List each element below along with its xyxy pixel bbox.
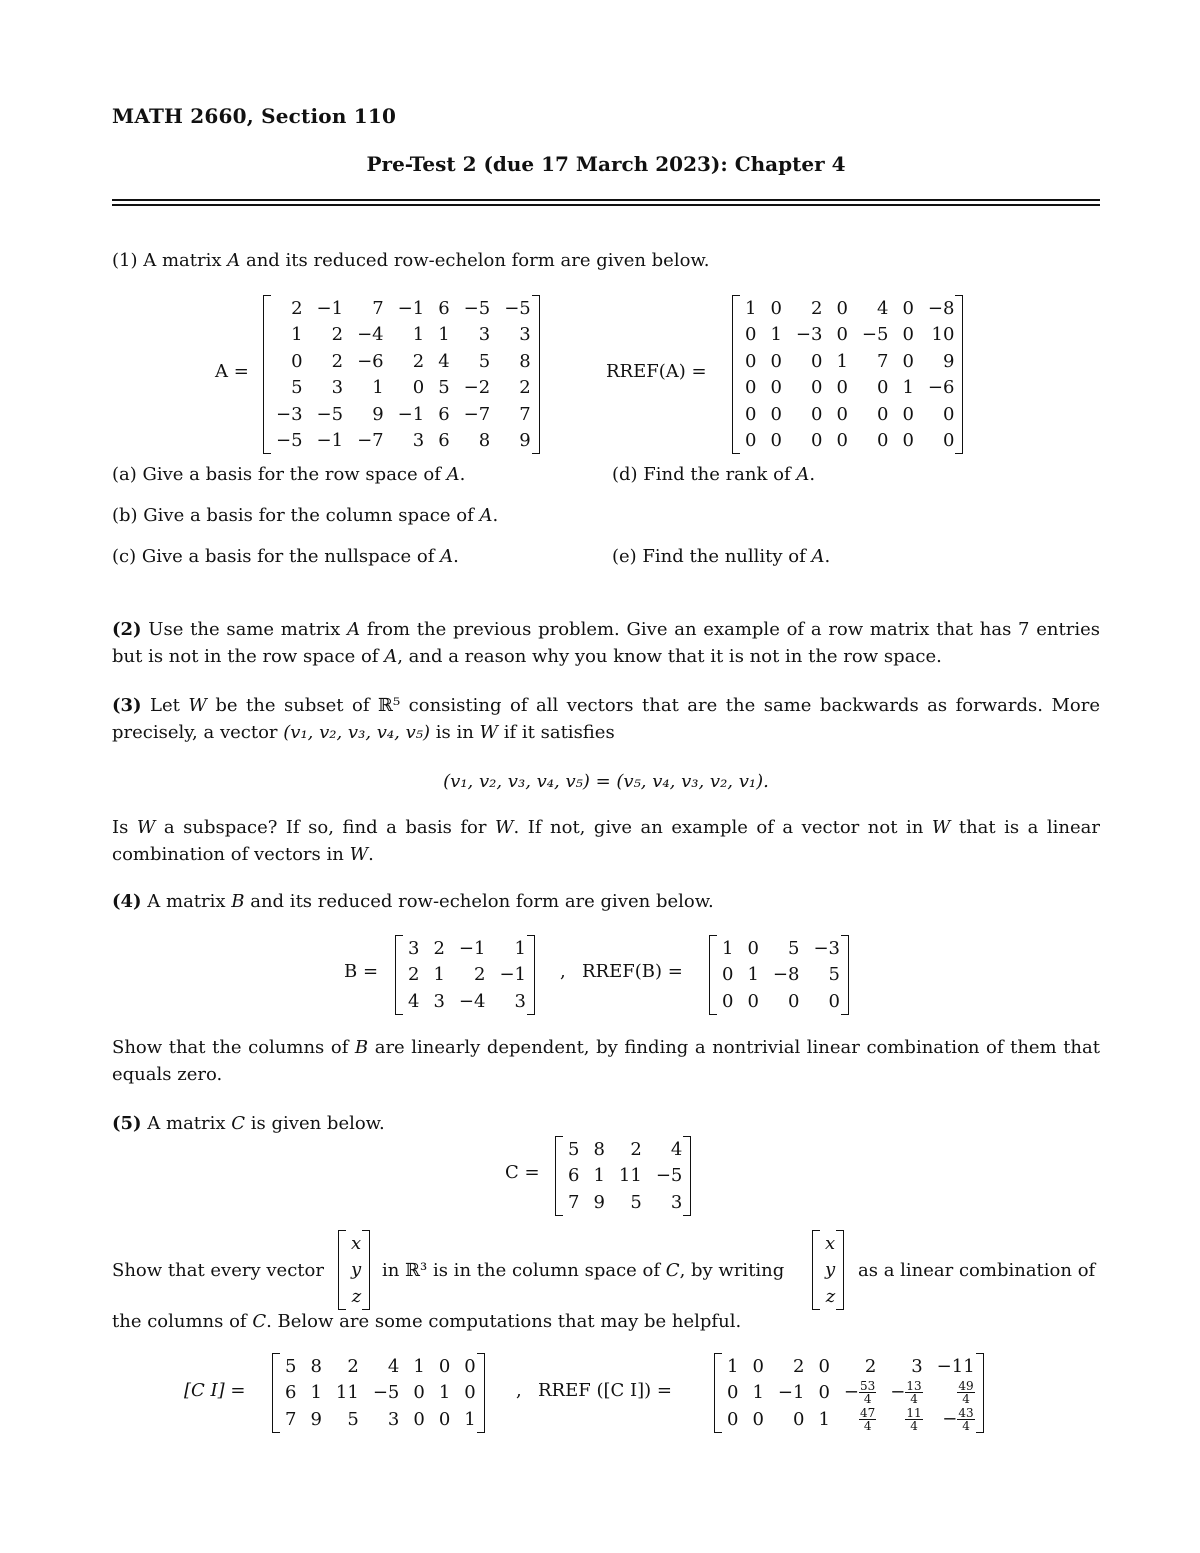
matrix-entry: −7 bbox=[357, 430, 384, 452]
matrix-entry: 7 bbox=[519, 403, 531, 425]
matrix-entry: −8 bbox=[772, 964, 800, 986]
matrix-entry: 0 bbox=[412, 377, 425, 399]
matrix-entry: −8 bbox=[927, 297, 955, 319]
matrix-entry: 0 bbox=[836, 430, 848, 452]
matrix-row bbox=[272, 375, 531, 402]
matrix-entry: 9 bbox=[593, 1191, 605, 1213]
matrix-entry: 4 bbox=[670, 1138, 683, 1160]
matrix-entry: −1 bbox=[499, 964, 526, 986]
matrix-entry: 0 bbox=[722, 964, 734, 986]
matrix-entry: 0 bbox=[770, 430, 782, 452]
rref-A-matrix bbox=[732, 295, 963, 454]
CI-label: [C I] = bbox=[184, 1380, 246, 1401]
matrix-entry: 6 bbox=[438, 430, 450, 452]
matrix-entry: 9 bbox=[372, 403, 384, 425]
matrix-entry: 2 bbox=[793, 1355, 805, 1377]
matrix-entry: 0 bbox=[877, 430, 889, 452]
matrix-entry: 1 bbox=[438, 324, 450, 346]
matrix-row bbox=[272, 428, 531, 455]
matrix-entry: 4 bbox=[877, 297, 889, 319]
matrix-entry: 3 bbox=[911, 1355, 923, 1377]
matrix-row bbox=[281, 1406, 476, 1433]
matrix-row bbox=[741, 348, 954, 375]
matrix-C bbox=[555, 1136, 691, 1216]
matrix-entry: 0 bbox=[745, 324, 757, 346]
matrix-entry: 0 bbox=[413, 1382, 425, 1404]
matrix-entry: 5 bbox=[828, 964, 840, 986]
matrix-entry: 3 bbox=[670, 1191, 683, 1213]
matrix-entry: −6 bbox=[357, 350, 384, 372]
matrix-entry: 0 bbox=[811, 377, 823, 399]
matrix-entry: −5 bbox=[372, 1382, 400, 1404]
matrix-entry: 0 bbox=[836, 324, 848, 346]
matrix-entry: 5 bbox=[568, 1138, 580, 1160]
matrix-row bbox=[741, 428, 954, 455]
matrix-entry: 0 bbox=[877, 377, 889, 399]
rref-B-matrix bbox=[709, 935, 849, 1015]
rref-A-label: RREF(A) = bbox=[606, 361, 707, 382]
matrix-entry: 1 bbox=[310, 1382, 322, 1404]
matrix-entry: z bbox=[825, 1285, 836, 1307]
matrix-entry: 0 bbox=[464, 1355, 476, 1377]
matrix-row bbox=[723, 1406, 975, 1433]
matrix-entry: 0 bbox=[291, 350, 303, 372]
matrix-entry: 2 bbox=[811, 297, 823, 319]
problem-number: (1) bbox=[112, 250, 138, 271]
matrix-entry: 0 bbox=[902, 324, 914, 346]
matrix-entry: −1 bbox=[316, 430, 344, 452]
matrix-entry: 11 bbox=[335, 1382, 359, 1404]
problem-1a: (a) Give a basis for the row space of A. bbox=[112, 464, 466, 485]
matrix-entry: 6 bbox=[285, 1382, 297, 1404]
matrix-entry: 3 bbox=[519, 324, 531, 346]
matrix-entry: − $\frac{13}{4}$ bbox=[890, 1379, 922, 1407]
matrix-entry: −4 bbox=[357, 324, 384, 346]
matrix-entry: 8 bbox=[478, 430, 491, 452]
matrix-row bbox=[723, 1380, 975, 1407]
matrix-B-label: B = bbox=[344, 961, 379, 982]
matrix-entry: 1 bbox=[433, 964, 445, 986]
matrix-row bbox=[272, 348, 531, 375]
problem-1c: (c) Give a basis for the nullspace of A. bbox=[112, 546, 459, 567]
matrix-entry: 0 bbox=[818, 1382, 830, 1404]
matrix-entry: 5 bbox=[291, 377, 303, 399]
matrix-entry: 10 bbox=[931, 324, 955, 346]
matrix-entry: 5 bbox=[630, 1191, 642, 1213]
matrix-entry: 9 bbox=[310, 1408, 322, 1430]
matrix-entry: 7 bbox=[877, 350, 889, 372]
matrix-entry: 1 bbox=[514, 937, 526, 959]
matrix-row bbox=[821, 1257, 835, 1284]
matrix-entry: −3 bbox=[795, 324, 823, 346]
matrix-row bbox=[272, 401, 531, 428]
matrix-entry: 0 bbox=[438, 1355, 451, 1377]
matrix-row bbox=[821, 1283, 835, 1310]
matrix-entry: 5 bbox=[478, 350, 491, 372]
matrix-entry: 3 bbox=[478, 324, 491, 346]
matrix-entry: 0 bbox=[902, 297, 914, 319]
matrix-entry: 2 bbox=[291, 297, 303, 319]
matrix-entry: 0 bbox=[943, 430, 955, 452]
rref-CI-matrix bbox=[714, 1353, 984, 1433]
matrix-entry: −5 bbox=[655, 1165, 683, 1187]
matrix-entry: 5 bbox=[438, 377, 450, 399]
matrix-entry: 1 bbox=[372, 377, 384, 399]
matrix-entry: 0 bbox=[770, 297, 782, 319]
matrix-entry: 0 bbox=[811, 350, 823, 372]
matrix-entry: 4 bbox=[387, 1355, 400, 1377]
matrix-row bbox=[281, 1380, 476, 1407]
course-header: MATH 2660, Section 110 bbox=[112, 104, 397, 128]
matrix-entry: 1 bbox=[593, 1165, 605, 1187]
matrix-entry: 5 bbox=[285, 1355, 297, 1377]
matrix-entry: 8 bbox=[519, 350, 531, 372]
matrix-entry: 3 bbox=[331, 377, 344, 399]
matrix-entry: 0 bbox=[413, 1408, 425, 1430]
matrix-row bbox=[347, 1283, 361, 1310]
matrix-row bbox=[741, 295, 954, 322]
matrix-entry: 5 bbox=[788, 937, 800, 959]
matrix-entry: 2 bbox=[347, 1355, 359, 1377]
matrix-entry: −1 bbox=[458, 937, 486, 959]
matrix-entry: 0 bbox=[727, 1382, 739, 1404]
xyz-vector-2 bbox=[812, 1230, 844, 1310]
matrix-entry: 0 bbox=[745, 350, 757, 372]
matrix-entry: 7 bbox=[568, 1191, 580, 1213]
matrix-entry: −4 bbox=[458, 990, 486, 1012]
matrix-row bbox=[347, 1230, 361, 1257]
matrix-row bbox=[404, 935, 526, 962]
matrix-entry: 6 bbox=[568, 1165, 580, 1187]
matrix-entry: 2 bbox=[474, 964, 486, 986]
matrix-entry: 0 bbox=[902, 430, 914, 452]
matrix-entry: 1 bbox=[836, 350, 848, 372]
matrix-entry: 7 bbox=[372, 297, 384, 319]
matrix-entry: 7 bbox=[285, 1408, 297, 1430]
matrix-entry: 6 bbox=[438, 297, 450, 319]
matrix-B bbox=[395, 935, 535, 1015]
problem-number: (2) bbox=[112, 619, 142, 640]
problem-4-text: Show that the columns of B are linearly dependent, by finding a nontrivial linear combination of them that equals zero. bbox=[112, 1037, 1100, 1085]
matrix-row bbox=[718, 988, 840, 1015]
matrix-entry: −1 bbox=[397, 403, 425, 425]
matrix-entry: 1 bbox=[818, 1408, 830, 1430]
matrix-A bbox=[263, 295, 540, 454]
matrix-CI bbox=[272, 1353, 485, 1433]
matrix-entry: z bbox=[351, 1285, 362, 1307]
matrix-row bbox=[281, 1353, 476, 1380]
matrix-row bbox=[741, 322, 954, 349]
matrix-entry: 2 bbox=[519, 377, 531, 399]
matrix-entry: 2 bbox=[630, 1138, 642, 1160]
matrix-entry: − $\frac{53}{4}$ bbox=[843, 1379, 876, 1407]
matrix-entry: x bbox=[825, 1232, 836, 1254]
problem-4-intro: (4) A matrix B and its reduced row-echelon form are given below. bbox=[112, 891, 714, 912]
matrix-entry: 2 bbox=[864, 1355, 877, 1377]
matrix-entry: −3 bbox=[276, 403, 303, 425]
matrix-entry: 5 bbox=[347, 1408, 359, 1430]
problem-1e: (e) Find the nullity of A. bbox=[612, 546, 831, 567]
matrix-entry: −5 bbox=[463, 297, 491, 319]
matrix-row bbox=[404, 988, 526, 1015]
matrix-entry: 1 bbox=[413, 1355, 425, 1377]
matrix-entry: −3 bbox=[813, 937, 840, 959]
matrix-entry: 4 bbox=[438, 350, 450, 372]
matrix-entry: 0 bbox=[752, 1355, 764, 1377]
matrix-entry: 1 bbox=[722, 937, 734, 959]
problem-2: (2) Use the same matrix A from the previous problem. Give an example of a row matrix that has 7 entries but is not in the row space of A, and a reason why you know that it is not in the row space. bbox=[112, 619, 1100, 667]
matrix-entry: 3 bbox=[387, 1408, 400, 1430]
matrix-entry: 0 bbox=[811, 430, 823, 452]
problem-1d: (d) Find the rank of A. bbox=[612, 464, 816, 485]
problem-3-question: Is W a subspace? If so, find a basis for W. If not, give an example of a vector not in W that is a linear combination of vectors in W. bbox=[112, 817, 1100, 865]
problem-number: (3) bbox=[112, 695, 142, 716]
matrix-row bbox=[821, 1230, 835, 1257]
xyz-vector-1 bbox=[338, 1230, 370, 1310]
problem-number: (5) bbox=[112, 1113, 142, 1134]
matrix-entry: 1 bbox=[902, 377, 914, 399]
matrix-entry: 0 bbox=[877, 403, 889, 425]
matrix-entry: −5 bbox=[861, 324, 889, 346]
matrix-entry: −5 bbox=[276, 430, 303, 452]
rref-B-label: RREF(B) = bbox=[582, 961, 683, 982]
matrix-row bbox=[347, 1257, 361, 1284]
matrix-entry: 0 bbox=[752, 1408, 764, 1430]
matrix-entry: 0 bbox=[438, 1408, 451, 1430]
problem-3-equation: (v₁, v₂, v₃, v₄, v₅) = (v₅, v₄, v₃, v₂, v₁). bbox=[443, 771, 769, 792]
matrix-entry: $\frac{49}{4}$ bbox=[958, 1379, 974, 1407]
problem-5-line2: the columns of C. Below are some computations that may be helpful. bbox=[112, 1311, 742, 1332]
matrix-entry: −1 bbox=[777, 1382, 805, 1404]
matrix-A-label: A = bbox=[215, 361, 249, 382]
matrix-entry: −1 bbox=[397, 297, 425, 319]
matrix-entry: −1 bbox=[316, 297, 344, 319]
matrix-entry: 8 bbox=[310, 1355, 322, 1377]
matrix-entry: 0 bbox=[464, 1382, 476, 1404]
matrix-entry: 1 bbox=[747, 964, 759, 986]
matrix-entry: $\frac{11}{4}$ bbox=[906, 1405, 922, 1433]
matrix-entry: 0 bbox=[793, 1408, 805, 1430]
matrix-entry: 0 bbox=[747, 937, 759, 959]
rref-CI-label: RREF ([C I]) = bbox=[538, 1380, 672, 1401]
title-rule-top bbox=[112, 199, 1100, 201]
matrix-row bbox=[272, 322, 531, 349]
matrix-entry: 1 bbox=[412, 324, 425, 346]
matrix-entry: 0 bbox=[770, 377, 782, 399]
matrix-entry: 0 bbox=[902, 350, 914, 372]
matrix-entry: −5 bbox=[504, 297, 531, 319]
matrix-entry: 3 bbox=[412, 430, 425, 452]
matrix-entry: 1 bbox=[464, 1408, 476, 1430]
matrix-row bbox=[564, 1163, 682, 1190]
matrix-entry: x bbox=[351, 1232, 362, 1254]
problem-3-text: (3) Let W be the subset of ℝ⁵ consisting of all vectors that are the same backwards as forwards. More precisely, a vector (v₁, v₂, v₃, v₄, v₅) is in W if it satisfies bbox=[112, 695, 1100, 743]
matrix-entry: 0 bbox=[811, 403, 823, 425]
matrix-entry: 9 bbox=[943, 350, 955, 372]
matrix-entry: 0 bbox=[943, 403, 955, 425]
matrix-entry: 0 bbox=[745, 430, 757, 452]
title-rule-bottom bbox=[112, 204, 1100, 206]
matrix-entry: −2 bbox=[463, 377, 491, 399]
matrix-entry: 1 bbox=[438, 1382, 451, 1404]
matrix-entry: 0 bbox=[745, 377, 757, 399]
matrix-entry: 6 bbox=[438, 403, 450, 425]
matrix-row bbox=[718, 935, 840, 962]
matrix-entry: 0 bbox=[770, 403, 782, 425]
problem-5-intro: (5) A matrix C is given below. bbox=[112, 1113, 385, 1134]
matrix-entry: 0 bbox=[745, 403, 757, 425]
matrix-entry: 9 bbox=[519, 430, 531, 452]
matrix-entry: 11 bbox=[618, 1165, 642, 1187]
matrix-row bbox=[564, 1189, 682, 1216]
matrix-entry: 1 bbox=[727, 1355, 739, 1377]
matrix-entry: 0 bbox=[788, 990, 800, 1012]
matrix-entry: −5 bbox=[316, 403, 344, 425]
matrix-entry: 1 bbox=[745, 297, 757, 319]
problem-1-intro: (1) A matrix A and its reduced row-echelon form are given below. bbox=[112, 250, 710, 271]
matrix-entry: 2 bbox=[331, 350, 344, 372]
matrix-entry: 8 bbox=[593, 1138, 605, 1160]
matrix-entry: 0 bbox=[818, 1355, 830, 1377]
matrix-row bbox=[272, 295, 531, 322]
matrix-row bbox=[718, 962, 840, 989]
matrix-entry: 2 bbox=[412, 350, 425, 372]
matrix-entry: 1 bbox=[291, 324, 303, 346]
matrix-entry: 0 bbox=[836, 297, 848, 319]
matrix-row bbox=[741, 375, 954, 402]
matrix-row bbox=[741, 401, 954, 428]
matrix-entry: −6 bbox=[927, 377, 955, 399]
problem-1b: (b) Give a basis for the column space of A. bbox=[112, 505, 499, 526]
matrix-entry: 3 bbox=[514, 990, 526, 1012]
matrix-entry: 0 bbox=[828, 990, 840, 1012]
matrix-entry: 0 bbox=[836, 403, 848, 425]
problem-number: (4) bbox=[112, 891, 142, 912]
matrix-entry: 2 bbox=[433, 937, 445, 959]
matrix-entry: 3 bbox=[433, 990, 445, 1012]
matrix-C-label: C = bbox=[505, 1162, 540, 1183]
matrix-entry: 0 bbox=[770, 350, 782, 372]
matrix-entry: 0 bbox=[722, 990, 734, 1012]
matrix-entry: 0 bbox=[727, 1408, 739, 1430]
matrix-entry: 4 bbox=[408, 990, 420, 1012]
matrix-row bbox=[564, 1136, 682, 1163]
matrix-entry: y bbox=[825, 1259, 836, 1281]
matrix-row bbox=[723, 1353, 975, 1380]
matrix-entry: 2 bbox=[331, 324, 344, 346]
matrix-entry: − $\frac{43}{4}$ bbox=[942, 1405, 974, 1433]
matrix-entry: 3 bbox=[408, 937, 420, 959]
matrix-entry: 0 bbox=[902, 403, 914, 425]
page-title: Pre-Test 2 (due 17 March 2023): Chapter 4 bbox=[366, 152, 846, 176]
matrix-entry: −7 bbox=[463, 403, 491, 425]
matrix-entry: y bbox=[351, 1259, 362, 1281]
matrix-entry: 1 bbox=[752, 1382, 764, 1404]
matrix-entry: 1 bbox=[770, 324, 782, 346]
matrix-row bbox=[404, 962, 526, 989]
matrix-entry: 2 bbox=[408, 964, 420, 986]
matrix-entry: 0 bbox=[747, 990, 759, 1012]
matrix-entry: $\frac{47}{4}$ bbox=[860, 1405, 876, 1433]
matrix-entry: 0 bbox=[836, 377, 848, 399]
matrix-entry: −11 bbox=[936, 1355, 975, 1377]
